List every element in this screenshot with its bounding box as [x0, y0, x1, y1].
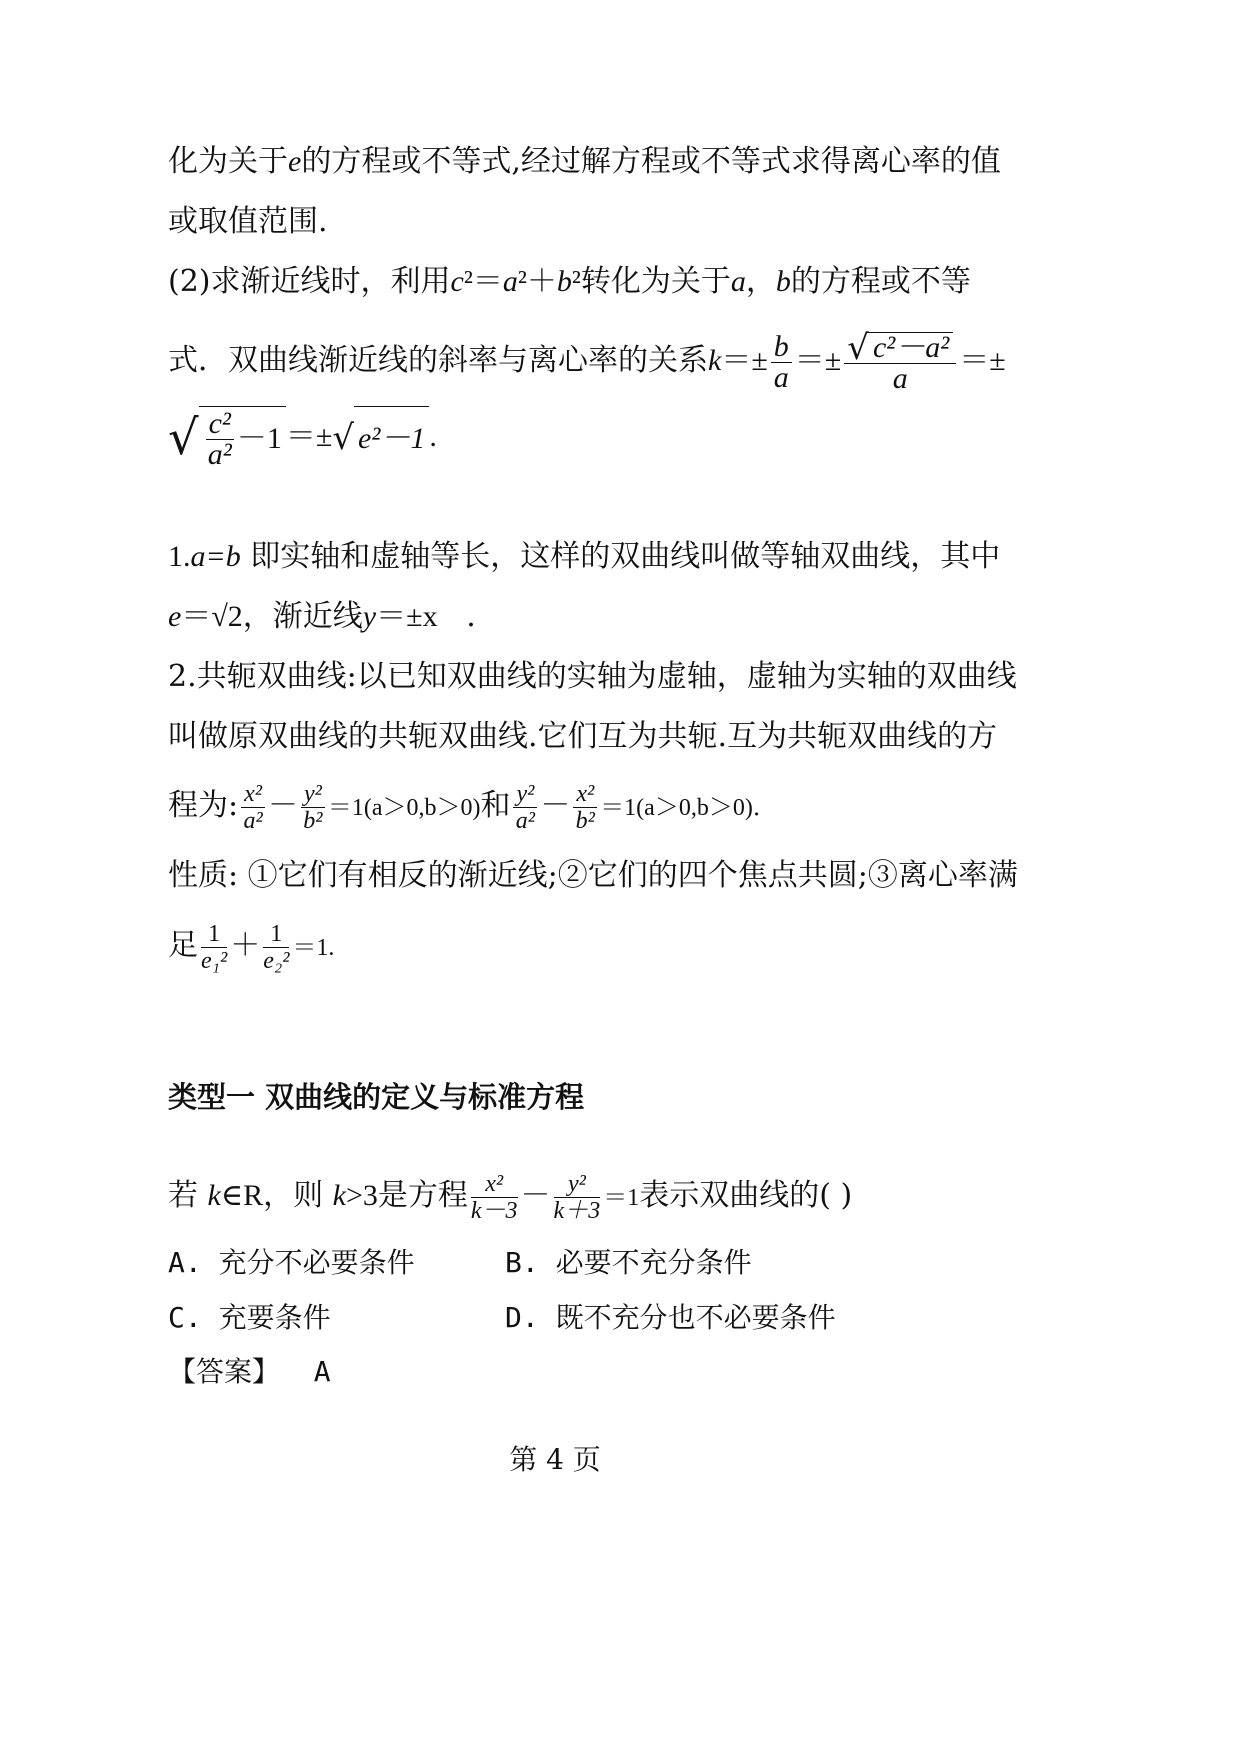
answer-value: A	[313, 1355, 331, 1388]
text-line: 1.a=b 即实轴和虚轴等长，这样的双曲线叫做等轴双曲线，其中	[168, 539, 1001, 574]
option-a: A. 充分不必要条件	[168, 1246, 415, 1279]
fraction: $\frac{\text{y²}}{\text{a²}}$	[513, 781, 537, 834]
fraction: $\frac{\text{y²}}{\text{b²}}$	[301, 781, 325, 834]
sqrt: √ c²－a²	[847, 331, 953, 364]
math-line: 程为: $\frac{\text{x²}}{\text{a²}}$ － $\frac{\text{y²}}{\text{b²}}$ ＝1(a＞0,b＞0)和 $\frac{\text{y²}}{\text{a²}}$ － $\frac{\text{x²}}{\text{b²}}$ ＝1(a＞0,b＞0)．	[168, 780, 777, 834]
section-heading: 类型一 双曲线的定义与标准方程	[168, 1080, 585, 1114]
sqrt: √ e²－1	[332, 405, 429, 471]
fraction: $\frac{1}{\text{e₂²}}$	[263, 920, 290, 974]
text-line: 2.共轭双曲线:以已知双曲线的实轴为虚轴，虚轴为实轴的双曲线	[168, 659, 1017, 694]
fraction: $\frac{\text{x²}}{\text{a²}}$	[241, 781, 265, 834]
text-line: 或取值范围.	[168, 204, 328, 239]
answer-label: 【答案】	[168, 1355, 281, 1388]
math-var-e: e	[288, 145, 302, 178]
fraction: $\frac{1}{\text{e₁²}}$	[201, 920, 228, 974]
fraction: $\frac{\text{y²}}{k+3}$	[553, 1170, 601, 1224]
question-line: 若 k∈R，则 k>3是方程 $\frac{\text{x²}}{k-3}$ － $\frac{\text{y²}}{k+3}$ ＝1表示双曲线的( )	[168, 1170, 853, 1224]
math-line: 足 $\frac{1}{\text{e₁²}}$ ＋ $\frac{1}{\text{e₂²}}$ ＝1.	[168, 920, 335, 974]
option-b: B. 必要不充分条件	[505, 1246, 752, 1279]
option-d: D. 既不充分也不必要条件	[505, 1301, 836, 1334]
page-number: 第 4 页	[509, 1443, 601, 1476]
fraction: $\frac{\text{√ c²－a²}}{a}$	[844, 330, 956, 394]
text-line: (2)求渐近线时，利用c²＝a²＋b²转化为关于a，b的方程或不等	[168, 264, 971, 299]
math-line: e＝√2，渐近线y＝±x .	[168, 599, 476, 634]
answer-line	[168, 1352, 331, 1392]
fraction: $\frac{b}{a}$	[771, 332, 792, 393]
math-line: 式．双曲线渐近线的斜率与离心率的关系k＝± $\frac{b}{a}$ ＝± $\frac{\text{√ c²－a²}}{a}$ ＝±	[168, 327, 1006, 396]
sqrt: √ $\frac{\text{c²}}{\text{a²}}$ －1	[168, 405, 286, 471]
text-line: 性质: ①它们有相反的渐近线;②它们的四个焦点共圆;③离心率满	[168, 858, 1018, 893]
fraction: $\frac{\text{c²}}{\text{a²}}$	[206, 409, 234, 470]
text-line: 化为关于e的方程或不等式,经过解方程或不等式求得离心率的值	[168, 144, 1001, 179]
option-c: C. 充要条件	[168, 1301, 331, 1334]
fraction: $\frac{\text{x²}}{k-3}$	[470, 1170, 518, 1224]
fraction: $\frac{\text{x²}}{\text{b²}}$	[573, 781, 597, 834]
math-line: √ $\frac{\text{c²}}{\text{a²}}$ －1 ＝±√ e²－1 .	[168, 407, 437, 472]
text-line: 叫做原双曲线的共轭双曲线.它们互为共轭.互为共轭双曲线的方	[168, 719, 998, 754]
